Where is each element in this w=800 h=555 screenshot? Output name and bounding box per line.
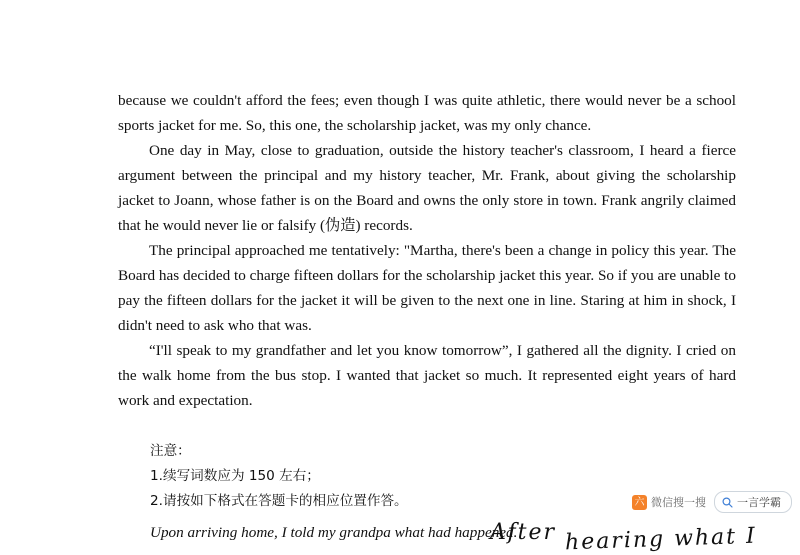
wechat-search-pill[interactable] (714, 491, 792, 513)
handwritten-word-1: After (490, 520, 557, 545)
continuation-printed-text: Upon arriving home, I told my grandpa what had happened. (150, 524, 518, 541)
continuation-line (118, 520, 758, 555)
handwritten-word-2: hearing what I (564, 523, 758, 555)
wechat-search-keyword: 一言学霸 (737, 496, 781, 509)
handwritten-continuation (490, 520, 758, 555)
paragraph-4: “I'll speak to my grandfather and let you know tomorrow”, I gathered all the dignity. I cried on the walk home from the bus stop. I wanted that jacket so much. It represented eight years of hard work and expectation. (118, 342, 736, 409)
paragraph-3: The principal approached me tentatively: "Martha, there's been a change in policy this year. The Board has decided to charge fifteen dollars for the scholarship jacket this year. So if you are unable to pay the fifteen dollars for the jacket it will be given to the next one in line. Staring at him in shock, I didn't need to ask who that was. (118, 242, 736, 334)
search-icon (722, 497, 733, 508)
notice-item-1: 1.续写词数应为 150 左右； (150, 468, 320, 484)
notice-heading: 注意： (150, 443, 191, 459)
paragraph-2: One day in May, close to graduation, outside the history teacher's classroom, I heard a fierce argument between the principal and my history teacher, Mr. Frank, about giving the scholarship jacket to Joann, whose father is on the Board and owns the only store in town. Frank angrily claimed that he would never lie or falsify (伪造) records. (118, 142, 736, 234)
document-body (118, 88, 758, 555)
notice-item-2: 2.请按如下格式在答题卡的相应位置作答。 (150, 493, 408, 509)
wechat-search-label: 微信搜一搜 (651, 496, 706, 509)
wechat-brand (632, 494, 714, 510)
page-top-edge (0, 0, 800, 1)
wechat-logo-icon: 六 (632, 495, 647, 510)
paragraph-1: because we couldn't afford the fees; even though I was quite athletic, there would never be a school sports jacket for me. So, this one, the scholarship jacket, was my only chance. (118, 92, 736, 134)
wechat-search-widget[interactable] (632, 491, 792, 513)
